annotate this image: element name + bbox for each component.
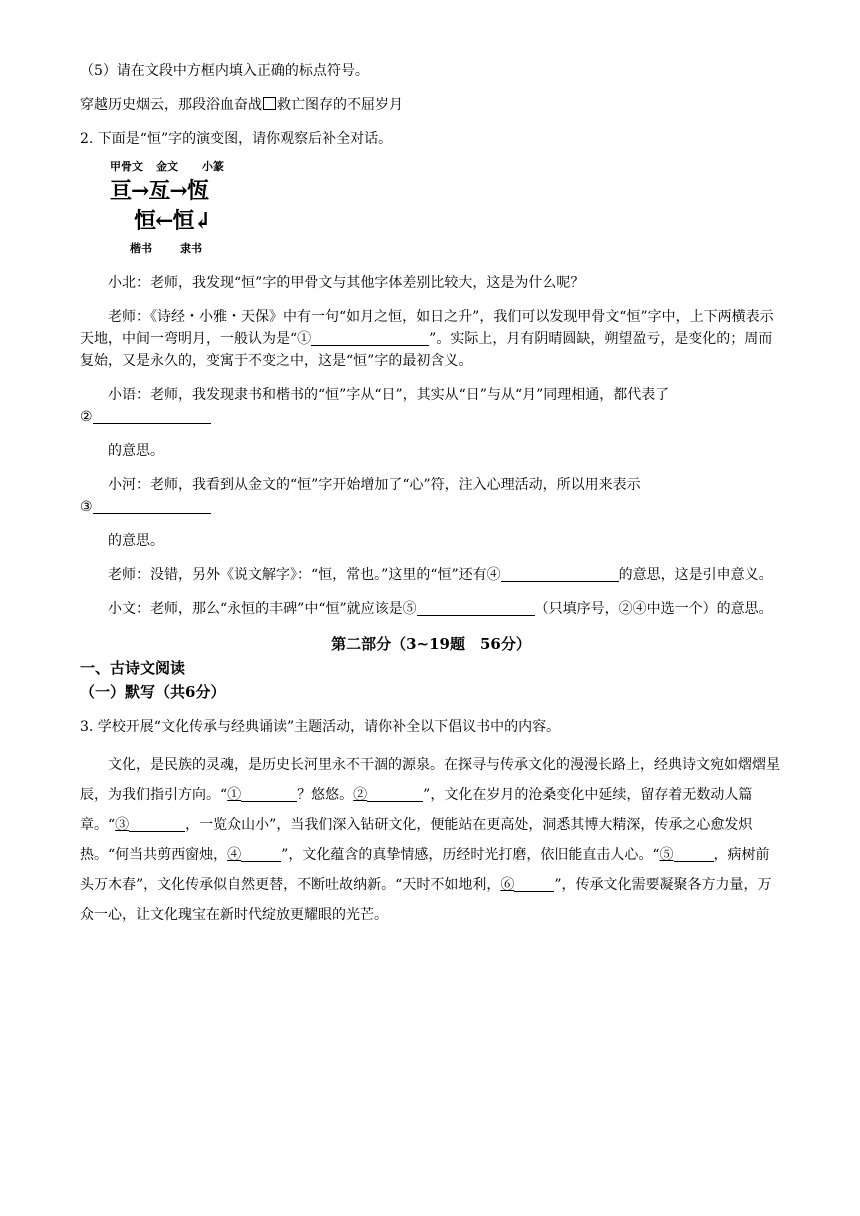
document-page (80, 60, 782, 930)
blank-4[interactable] (501, 566, 619, 582)
blank-1[interactable] (311, 330, 429, 346)
blank-3[interactable] (93, 498, 211, 514)
q3-blank-2[interactable] (367, 786, 423, 802)
label-jiaguwen: 甲骨文 (110, 160, 143, 173)
q3-blank-5[interactable] (674, 846, 714, 862)
blank-5[interactable] (417, 600, 535, 616)
q3-prompt: 3. 学校开展“文化传承与经典诵读”主题活动，请你补全以下倡议书中的内容。 (80, 719, 561, 735)
dialogue-teacher-1: 老师：《诗经・小雅・天保》中有一句“如月之恒，如日之升”，我们可以发现甲骨文“恒”字中，上下两横表示天地，中间一弯明月，一般认为是“① ”。实际上，月有阴晴圆缺，朔望盈亏，是变化的；周而复始，又是永久的，变寓于不变之中，这是“恒”字的最初含义。 (80, 309, 774, 369)
label-lishu: 隶书 (180, 242, 202, 255)
dialogue-xiaoyu-blank: ② (80, 406, 782, 428)
subsection1-title: （一）默写（共6分） (80, 683, 226, 701)
dialogue-xiaobei: 小北：老师，我发现“恒”字的甲骨文与其他字体差别比较大，这是为什么呢？ (108, 275, 585, 291)
blank-2[interactable] (93, 408, 211, 424)
q1-5-sentence: 穿越历史烟云，那段浴血奋战 救亡图存的不屈岁月 (80, 97, 403, 113)
q3-passage: 文化，是民族的灵魂，是历史长河里永不干涸的源泉。在探寻与传承文化的漫漫长路上，经典诗文宛如熠熠星辰，为我们指引方向。“① ？悠悠。② ”，文化在岁月的沧桑变化中延续，留存着无数动人篇章。“③ ，一览众山小”，当我们深入钻研文化，便能站在更高处，洞悉其博大精深，传承之心愈发炽热。“何当共剪西窗烛，④ ”，文化蕴含的真挚情感，历经时光打磨，依旧能直击人心。“⑤ ，病树前头万木春”，文化传承似自然更替，不断吐故纳新。“天时不如地利，⑥ ”，传承文化需要凝聚各方力量，万众一心，让文化瑰宝在新时代绽放更耀眼的光芒。 (80, 757, 780, 923)
punctuation-box[interactable] (263, 97, 276, 110)
q3-blank-3[interactable] (129, 816, 185, 832)
dialogue-teacher-2: 老师：没错，另外《说文解字》：“恒，常也。”这里的“恒”还有④ 的意思，这是引申意义。 (108, 567, 773, 583)
label-jinwen: 金文 (156, 160, 178, 173)
q3-blank-4[interactable] (241, 846, 281, 862)
q1-5-prompt: （5）请在文段中方框内填入正确的标点符号。 (80, 63, 369, 79)
dialogue-xiaohe: 小河：老师，我看到从金文的“恒”字开始增加了“心”符，注入心理活动，所以用来表示 (108, 477, 641, 493)
glyph-row-1: 亘→亙→恆 (110, 178, 208, 204)
glyph-row-2: 恒←恒↲ (134, 208, 211, 234)
meaning-suffix-1: 的意思。 (108, 443, 164, 459)
label-xiaozhuan: 小篆 (202, 160, 224, 173)
label-kaishu: 楷书 (130, 242, 152, 255)
q3-blank-6[interactable] (514, 876, 554, 892)
q3-blank-1[interactable] (241, 786, 297, 802)
dialogue-xiaoyu: 小语：老师，我发现隶书和楷书的“恒”字从“日”，其实从“日”与从“月”同理相通，都代表了 (108, 387, 670, 403)
meaning-suffix-2: 的意思。 (108, 533, 164, 549)
dialogue-xiaohe-blank: ③ (80, 496, 782, 518)
part2-title: 第二部分（3~19题 56分） (331, 635, 531, 653)
section1-title: 一、古诗文阅读 (80, 659, 186, 677)
heng-evolution-figure (110, 158, 260, 262)
dialogue-xiaowen: 小文：老师，那么“永恒的丰碑”中“恒”就应该是⑤ （只填序号，②④中选一个）的意思。 (108, 601, 773, 617)
q2-prompt: 2. 下面是“恒”字的演变图，请你观察后补全对话。 (80, 131, 393, 147)
